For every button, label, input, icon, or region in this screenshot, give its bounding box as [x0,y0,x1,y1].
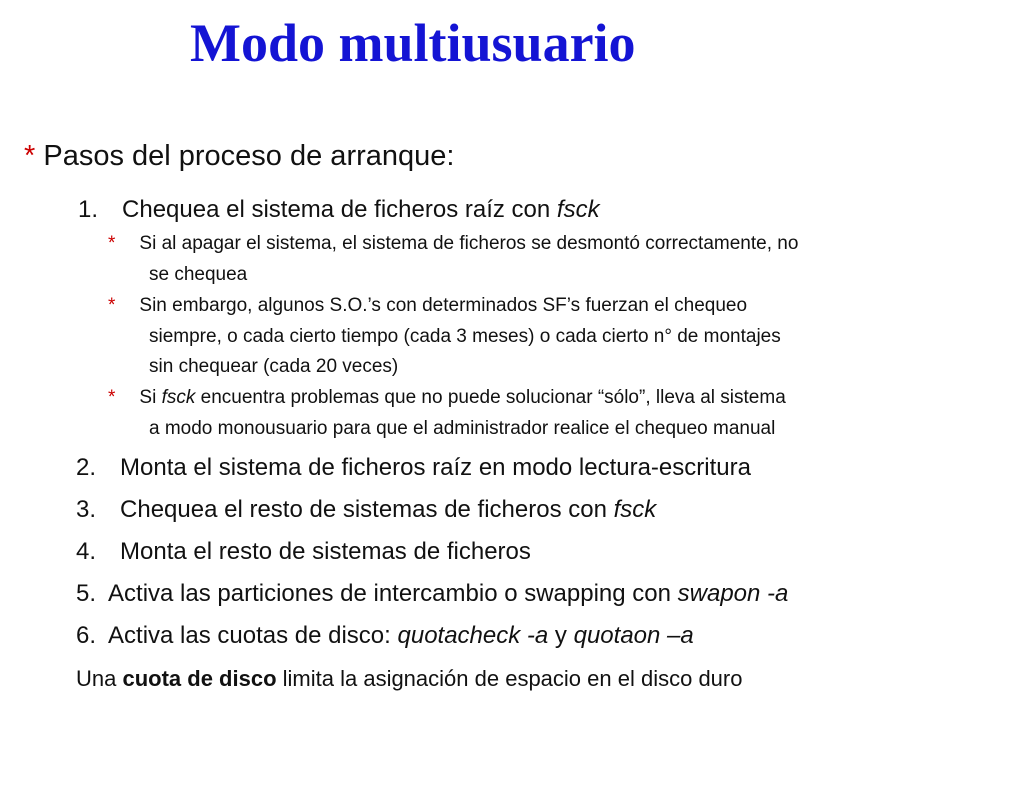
step-6-command-2: quotaon –a [573,622,694,649]
sub-item-1-marker: * [108,233,116,254]
sub-item-1 [108,233,798,255]
footnote-pre: Una [76,666,123,691]
footnote-post: limita la asignación de espacio en el disco duro [276,666,743,691]
sub-item-2-line-2: siempre, o cada cierto tiempo (cada 3 meses) o cada cierto n° de montajes [149,326,781,347]
sub-item-3-post: encuentra problemas que no puede solucionar “sólo”, lleva al sistema [195,387,786,408]
sub-item-1-line-1: Si al apagar el sistema, el sistema de ficheros se desmontó correctamente, no [139,233,799,254]
step-2 [76,454,751,482]
step-6 [76,622,694,650]
step-5-command: swapon -a [677,580,789,607]
step-5-number: 5. [76,580,97,607]
step-1 [78,196,600,224]
step-1-number: 1. [78,196,99,223]
step-5 [76,580,788,608]
step-2-number: 2. [76,454,97,481]
step-6-number: 6. [76,622,97,649]
step-1-text: Chequea el sistema de ficheros raíz con [122,196,557,223]
footnote-term: cuota de disco [122,666,277,691]
step-5-text: Activa las particiones de intercambio o swapping con [108,580,678,607]
step-1-command: fsck [556,196,600,223]
sub-item-3-pre: Si [139,387,162,408]
step-2-text: Monta el sistema de ficheros raíz en modo lectura-escritura [120,454,751,481]
section-heading [24,140,454,173]
heading-marker: * [24,140,36,172]
step-4 [76,538,531,566]
step-3 [76,496,656,524]
step-3-number: 3. [76,496,97,523]
footnote [76,666,742,692]
sub-item-3-line-2: a modo monousuario para que el administrador realice el chequeo manual [149,418,776,439]
sub-item-1-line-2: se chequea [149,264,248,285]
sub-item-3-marker: * [108,387,116,408]
sub-item-2-line-3: sin chequear (cada 20 veces) [149,356,399,377]
page-title: Modo multiusuario [190,13,636,73]
step-3-text: Chequea el resto de sistemas de ficheros con [120,496,614,523]
sub-item-2-marker: * [108,295,116,316]
sub-item-2 [108,295,747,317]
step-6-connector: y [548,622,574,649]
heading-text: Pasos del proceso de arranque: [35,140,455,172]
step-4-text: Monta el resto de sistemas de ficheros [120,538,531,565]
step-6-command-1: quotacheck -a [397,622,549,649]
step-4-number: 4. [76,538,97,565]
sub-item-2-line-1: Sin embargo, algunos S.O.’s con determinados SF’s fuerzan el chequeo [139,295,748,316]
sub-item-3 [108,387,786,409]
step-3-command: fsck [613,496,657,523]
sub-item-3-command: fsck [161,387,196,408]
step-6-text: Activa las cuotas de disco: [108,622,398,649]
